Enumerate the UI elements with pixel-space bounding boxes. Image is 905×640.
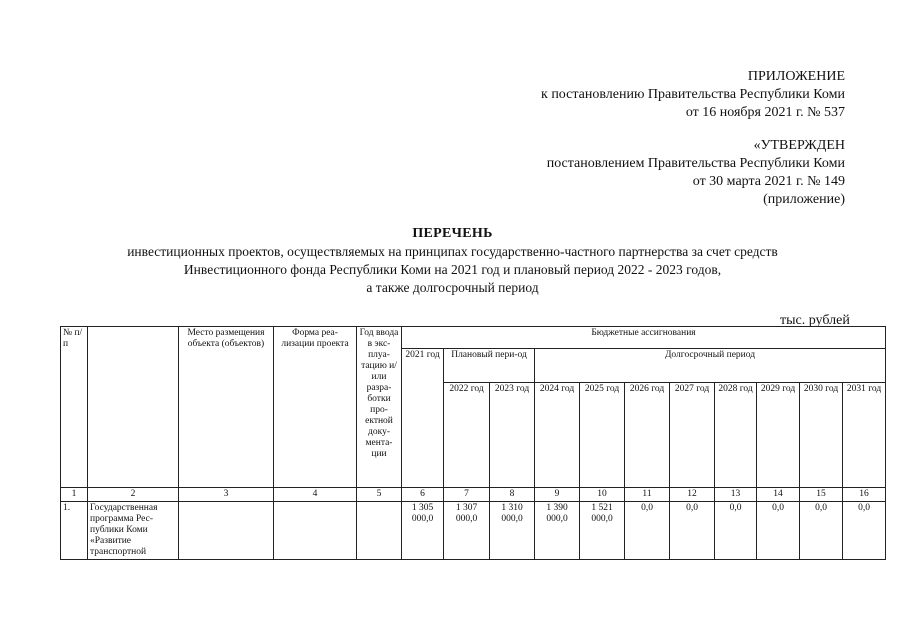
row-value-2026: 0,0 bbox=[625, 502, 670, 560]
col-number: 2 bbox=[88, 488, 179, 502]
col-number: 12 bbox=[670, 488, 715, 502]
header-year-2022: 2022 год bbox=[444, 383, 490, 488]
annex-line-1: к постановлению Правительства Республики Коми bbox=[541, 87, 845, 102]
header-planned-period: Плановый пери-од bbox=[444, 349, 535, 383]
row-place bbox=[179, 502, 274, 560]
header-year: Год ввода в экс-плуа-тацию и/или разра-ботки про-ектной доку-мента-ции bbox=[357, 327, 402, 488]
subtitle-line-1: инвестиционных проектов, осуществляемых на принципах государственно-частного партнерства за счет средств bbox=[127, 244, 778, 259]
document-title: ПЕРЕЧЕНЬ bbox=[412, 226, 493, 241]
row-value-2030: 0,0 bbox=[800, 502, 843, 560]
header-year-2027: 2027 год bbox=[670, 383, 715, 488]
approved-line-1: постановлением Правительства Республики Коми bbox=[546, 156, 845, 171]
header-year-2031: 2031 год bbox=[843, 383, 886, 488]
header-name bbox=[88, 327, 179, 488]
header-year-2029: 2029 год bbox=[757, 383, 800, 488]
row-value-2023: 1 310 000,0 bbox=[490, 502, 535, 560]
header-year-2023: 2023 год bbox=[490, 383, 535, 488]
row-value-2028: 0,0 bbox=[715, 502, 757, 560]
header-2021: 2021 год bbox=[402, 349, 444, 488]
row-value-2024: 1 390 000,0 bbox=[535, 502, 580, 560]
row-value-2029: 0,0 bbox=[757, 502, 800, 560]
col-number: 15 bbox=[800, 488, 843, 502]
annex-title: ПРИЛОЖЕНИЕ bbox=[747, 69, 845, 84]
header-year-2026: 2026 год bbox=[625, 383, 670, 488]
row-form bbox=[274, 502, 357, 560]
subtitle-line-2: Инвестиционного фонда Республики Коми на 2021 год и плановый период 2022 - 2023 годов, bbox=[183, 262, 722, 277]
units-label: тыс. рублей bbox=[780, 313, 850, 328]
col-number: 8 bbox=[490, 488, 535, 502]
approved-line-2: от 30 марта 2021 г. № 149 bbox=[692, 174, 845, 189]
subtitle-line-3: а также долгосрочный период bbox=[366, 280, 539, 295]
row-year bbox=[357, 502, 402, 560]
row-value-2027: 0,0 bbox=[670, 502, 715, 560]
header-year-2030: 2030 год bbox=[800, 383, 843, 488]
col-number: 11 bbox=[625, 488, 670, 502]
col-number: 4 bbox=[274, 488, 357, 502]
header-year-2025: 2025 год bbox=[580, 383, 625, 488]
col-number: 1 bbox=[61, 488, 88, 502]
header-place: Место размещения объекта (объектов) bbox=[179, 327, 274, 488]
col-number: 9 bbox=[535, 488, 580, 502]
col-number: 14 bbox=[757, 488, 800, 502]
col-number: 10 bbox=[580, 488, 625, 502]
col-number: 6 bbox=[402, 488, 444, 502]
row-value-2031: 0,0 bbox=[843, 502, 886, 560]
col-number: 5 bbox=[357, 488, 402, 502]
row-program-name: Государственная программа Рес-публики Коми «Развитие транспортной bbox=[88, 502, 179, 560]
header-year-2024: 2024 год bbox=[535, 383, 580, 488]
header-form: Форма реа-лизации проекта bbox=[274, 327, 357, 488]
approved-title: «УТВЕРЖДЕН bbox=[753, 138, 845, 153]
col-number: 7 bbox=[444, 488, 490, 502]
row-value-2025: 1 521 000,0 bbox=[580, 502, 625, 560]
header-year-2028: 2028 год bbox=[715, 383, 757, 488]
approved-line-3: (приложение) bbox=[763, 192, 845, 207]
header-budget: Бюджетные ассигнования bbox=[402, 327, 886, 349]
header-num: № п/п bbox=[61, 327, 88, 488]
col-number: 3 bbox=[179, 488, 274, 502]
investment-projects-table bbox=[60, 326, 886, 560]
row-value-2022: 1 307 000,0 bbox=[444, 502, 490, 560]
header-long-term-period: Долгосрочный период bbox=[535, 349, 886, 383]
row-value-2021: 1 305 000,0 bbox=[402, 502, 444, 560]
annex-line-2: от 16 ноября 2021 г. № 537 bbox=[685, 105, 845, 120]
table-row bbox=[61, 502, 886, 560]
col-number: 16 bbox=[843, 488, 886, 502]
col-number: 13 bbox=[715, 488, 757, 502]
row-num: 1. bbox=[61, 502, 88, 560]
